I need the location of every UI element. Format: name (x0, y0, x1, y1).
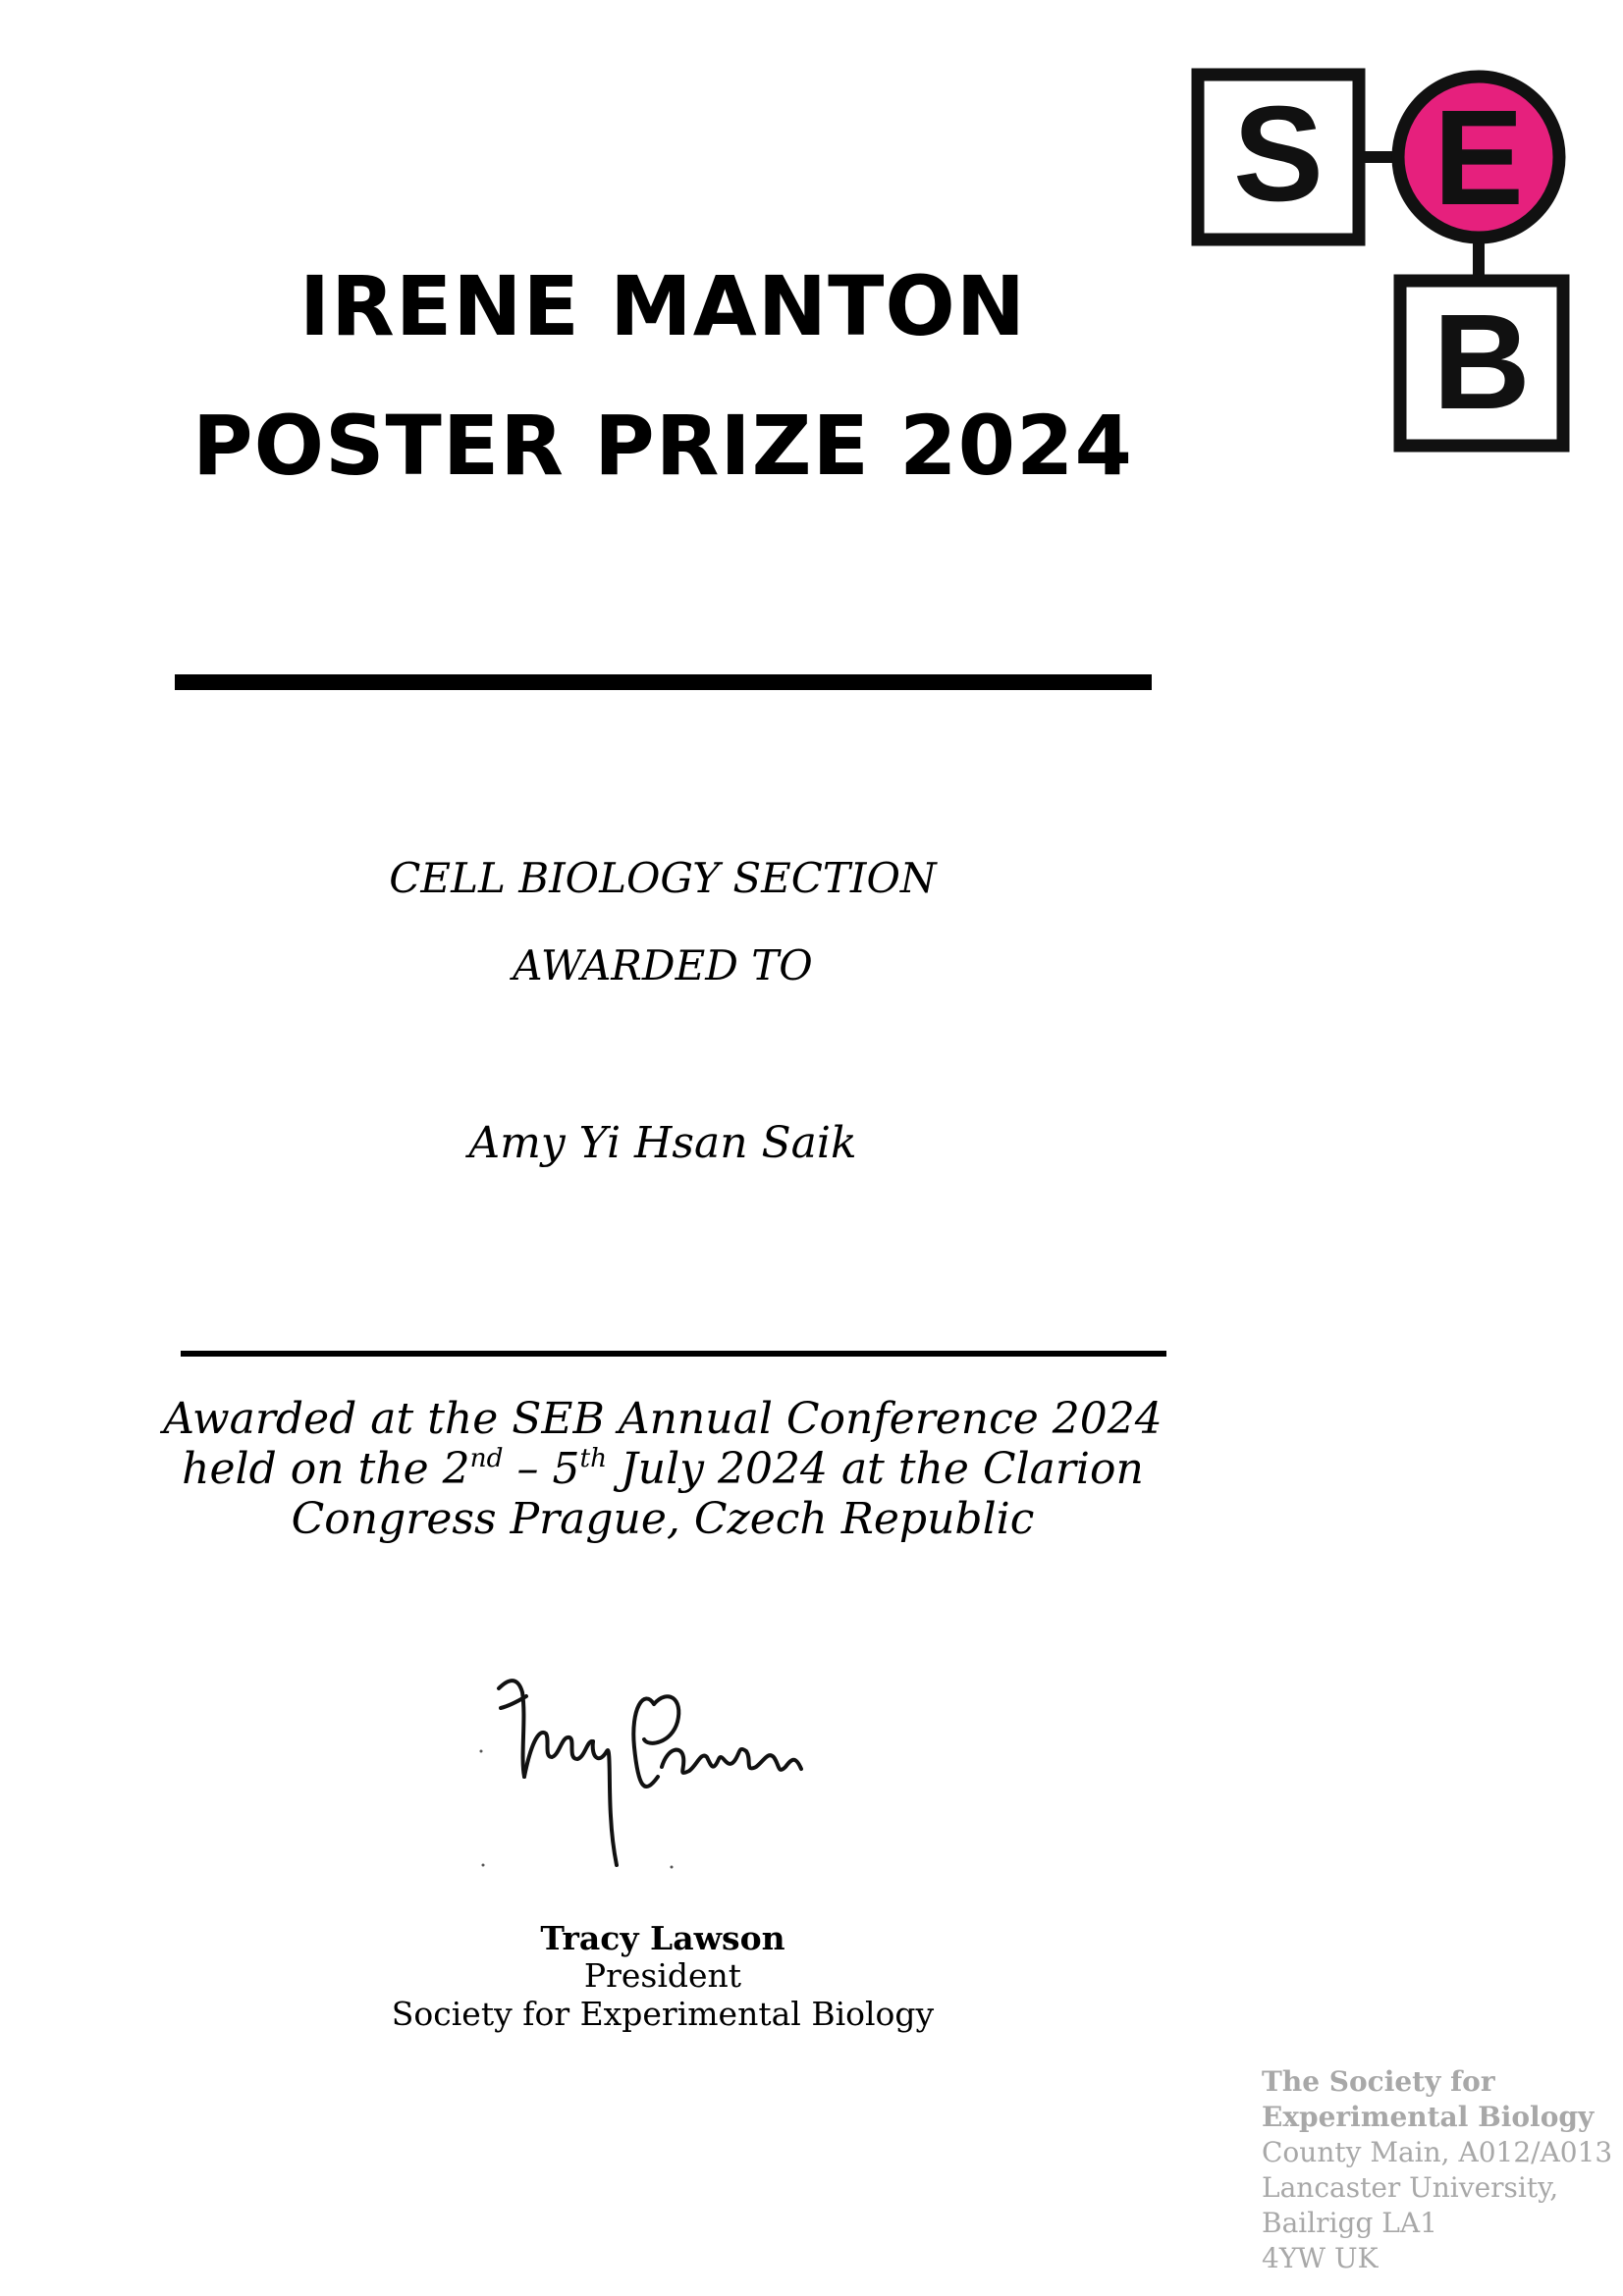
signer-role: President (583, 1956, 742, 1995)
signer-organization: Society for Experimental Biology (391, 1995, 935, 2033)
address-line-2: Experimental Biology (1262, 2101, 1595, 2133)
divider-top (175, 674, 1152, 690)
signer-name: Tracy Lawson (540, 1919, 785, 1957)
awarded-to-label: AWARDED TO (513, 941, 813, 989)
conference-line-3: Congress Prague, Czech Republic (291, 1494, 1035, 1544)
address-line-4: Lancaster University, (1262, 2171, 1559, 2204)
section-name: CELL BIOLOGY SECTION (389, 854, 937, 902)
seb-logo (1186, 63, 1579, 455)
logo-letter-e: E (1433, 82, 1525, 234)
logo-letter-s: S (1232, 79, 1325, 230)
address-line-1: The Society for (1262, 2065, 1495, 2098)
conference-line-2: held on the 2nd – 5th July 2024 at the Clarion (182, 1442, 1144, 1494)
logo-letter-b: B (1433, 287, 1531, 438)
divider-bottom (181, 1351, 1166, 1357)
certificate-title-line-2: POSTER PRIZE 2024 (192, 398, 1133, 494)
recipient-name: Amy Yi Hsan Saik (468, 1118, 857, 1168)
address-line-3: County Main, A012/A013 (1262, 2136, 1613, 2168)
conference-line-1: Awarded at the SEB Annual Conference 2024 (163, 1394, 1163, 1444)
address-line-5: Bailrigg LA1 (1262, 2207, 1437, 2239)
certificate-title-line-1: IRENE MANTON (298, 258, 1027, 354)
signature-image (461, 1649, 874, 1885)
address-line-6: 4YW UK (1262, 2242, 1379, 2274)
